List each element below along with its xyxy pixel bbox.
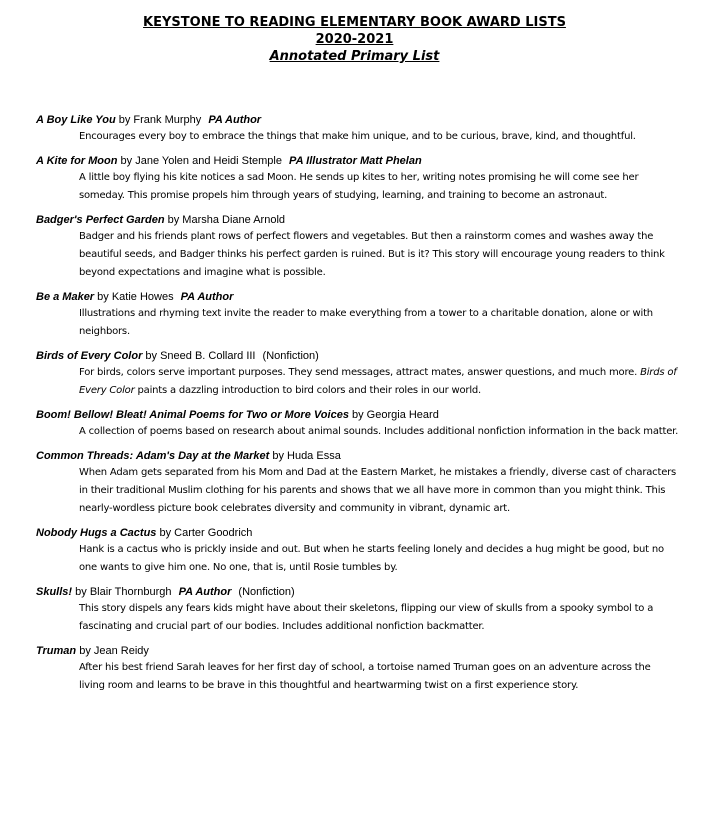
book-author: by Sneed B. Collard III <box>145 350 256 362</box>
book-heading <box>36 408 676 423</box>
book-description: After his best friend Sarah leaves for her first day of school, a tortoise named Truman goes on an adventure across the living room and learns to be brave in this thoughtful and heartwarming twist on a first experience story. <box>79 662 651 691</box>
book-heading <box>36 113 676 128</box>
book-description: For birds, colors serve important purposes. They send messages, attract mates, answer questions, and much more. Birds of Every Color paints a dazzling introduction to bird colors and their roles in our world. <box>79 367 677 396</box>
document-header <box>0 14 709 65</box>
book-tag: PA Author <box>178 586 232 598</box>
book-title: Common Threads: Adam's Day at the Market <box>36 450 270 462</box>
book-author: by Frank Murphy <box>118 114 202 126</box>
book-author: by Jane Yolen and Heidi Stemple <box>120 155 282 167</box>
book-entry <box>36 585 676 636</box>
book-title: Be a Maker <box>36 291 95 303</box>
school-year: 2020-2021 <box>315 32 394 47</box>
book-description: A collection of poems based on research about animal sounds. Includes additional nonfiction information in the back matter. <box>79 426 679 437</box>
book-title: Boom! Bellow! Bleat! Animal Poems for Two or More Voices <box>36 409 349 421</box>
book-entry <box>36 526 676 577</box>
book-description: Encourages every boy to embrace the things that make him unique, and to be curious, brave, kind, and thoughtful. <box>79 131 636 142</box>
book-title: A Boy Like You <box>36 114 116 126</box>
book-entry <box>36 449 676 518</box>
book-entry <box>36 349 676 400</box>
book-entry <box>36 290 676 341</box>
book-title: Badger's Perfect Garden <box>36 214 165 226</box>
book-tag: PA Illustrator Matt Phelan <box>289 155 422 167</box>
book-entry <box>36 644 676 695</box>
book-heading <box>36 154 676 169</box>
book-title: Skulls! <box>36 586 73 598</box>
book-title: A Kite for Moon <box>36 155 118 167</box>
book-heading <box>36 585 676 600</box>
page-title: KEYSTONE TO READING ELEMENTARY BOOK AWARD LISTS <box>143 15 566 30</box>
book-tag: PA Author <box>180 291 234 303</box>
book-description: Badger and his friends plant rows of perfect flowers and vegetables. But then a rainstorm comes and washes away the beautiful seeds, and Badger thinks his perfect garden is ruined. But is it? This story will encourage young readers to think beyond expectations and imagine what is possible. <box>79 231 665 278</box>
book-description: This story dispels any fears kids might have about their skeletons, flipping our view of skulls from a spooky symbol to a fascinating and crucial part of our bodies. Includes additional nonfiction backmatter. <box>79 603 654 632</box>
book-heading <box>36 349 676 364</box>
book-tag: PA Author <box>208 114 262 126</box>
book-note: (Nonfiction) <box>238 586 295 598</box>
book-author: by Georgia Heard <box>352 409 439 421</box>
book-description: Illustrations and rhyming text invite the reader to make everything from a tower to a charitable donation, alone or with neighbors. <box>79 308 653 337</box>
book-description: Hank is a cactus who is prickly inside and out. But when he starts feeling lonely and decides a hug might be good, but no one wants to give him one. No one, that is, until Rosie tumbles by. <box>79 544 664 573</box>
book-heading <box>36 290 676 305</box>
book-author: by Marsha Diane Arnold <box>167 214 286 226</box>
book-title: Birds of Every Color <box>36 350 143 362</box>
book-title: Truman <box>36 645 77 657</box>
book-entry <box>36 213 676 282</box>
book-note: (Nonfiction) <box>262 350 319 362</box>
book-entry <box>36 113 676 146</box>
book-entry <box>36 408 679 441</box>
book-description: A little boy flying his kite notices a sad Moon. He sends up kites to her, writing notes promising he will come see her someday. This promise propels him through years of studying, learning, and training to become an astronaut. <box>79 172 639 201</box>
book-heading <box>36 449 676 464</box>
book-author: by Jean Reidy <box>79 645 149 657</box>
book-heading <box>36 526 676 541</box>
list-subtitle: Annotated Primary List <box>269 49 440 64</box>
book-heading <box>36 213 676 228</box>
book-author: by Blair Thornburgh <box>75 586 172 598</box>
book-author: by Carter Goodrich <box>159 527 253 539</box>
book-heading <box>36 644 676 659</box>
book-entry <box>36 154 676 205</box>
book-author: by Katie Howes <box>97 291 174 303</box>
book-title: Nobody Hugs a Cactus <box>36 527 157 539</box>
book-list <box>36 113 679 703</box>
book-description: When Adam gets separated from his Mom and Dad at the Eastern Market, he mistakes a friendly, diverse cast of characters in their traditional Muslim clothing for his parents and shows that we all have more in common than you might think. This nearly-wordless picture book celebrates diversity and community in vibrant, dynamic art. <box>79 467 677 514</box>
book-author: by Huda Essa <box>272 450 341 462</box>
